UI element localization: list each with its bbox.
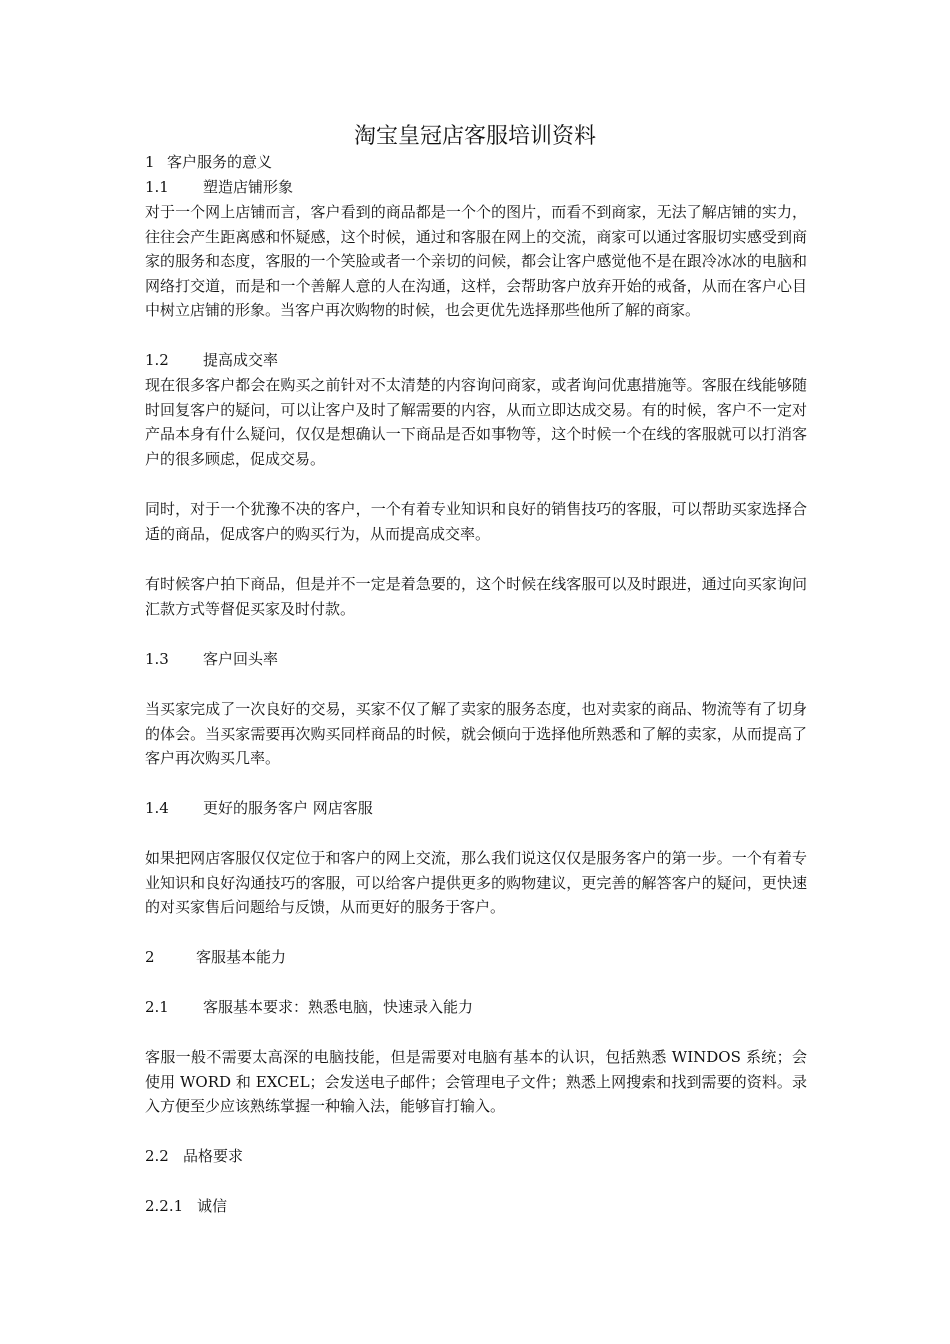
paragraph-5: 当买家完成了一次良好的交易，买家不仅了解了卖家的服务态度，也对卖家的商品、物流等有了切身的体会。当买家需要再次购买同样商品的时候，就会倾向于选择他所熟悉和了解的卖家，从而提高了客户再次购买几率。 <box>145 700 807 768</box>
document-title: 淘宝皇冠店客服培训资料 <box>353 124 596 149</box>
paragraph-7: 客服一般不需要太高深的电脑技能，但是需要对电脑有基本的认识，包括熟悉 WINDOS 系统；会使用 WORD 和 EXCEL；会发送电子邮件；会管理电子文件；熟悉上网搜索和找到需要的资料。录入方便至少应该熟练掌握一种输入法，能够盲打输入。 <box>145 1048 807 1116</box>
heading-2-2 <box>145 1144 243 1168</box>
heading-number: 2.2.1 <box>145 1197 184 1215</box>
heading-text: 提高成交率 <box>203 351 279 369</box>
heading-1-3 <box>145 647 278 671</box>
heading-number: 2 <box>145 948 155 966</box>
heading-2-2-1 <box>145 1194 227 1218</box>
heading-text: 客服基本能力 <box>196 948 287 966</box>
paragraph-6: 如果把网店客服仅仅定位于和客户的网上交流，那么我们说这仅仅是服务客户的第一步。一个有着专业知识和良好沟通技巧的客服，可以给客户提供更多的购物建议，更完善的解答客户的疑问，更快速的对买家售后问题给与反馈，从而更好的服务于客户。 <box>145 849 807 917</box>
heading-number: 1.4 <box>145 799 169 817</box>
heading-text: 客户服务的意义 <box>167 153 273 171</box>
heading-2-1 <box>145 995 473 1019</box>
paragraph-1: 对于一个网上店铺而言，客户看到的商品都是一个个的图片，而看不到商家，无法了解店铺的实力，往往会产生距离感和怀疑感，这个时候，通过和客服在网上的交流，商家可以通过客服切实感受到商家的服务和态度，客服的一个笑脸或者一个亲切的问候，都会让客户感觉他不是在跟冷冰冰的电脑和网络打交道，而是和一个善解人意的人在沟通，这样，会帮助客户放弃开始的戒备，从而在客户心目中树立店铺的形象。当客户再次购物的时候，也会更优先选择那些他所了解的商家。 <box>145 203 807 320</box>
heading-number: 1.2 <box>145 351 169 369</box>
heading-text: 客服基本要求：熟悉电脑，快速录入能力 <box>203 998 474 1016</box>
heading-number: 2.2 <box>145 1147 169 1165</box>
heading-text: 诚信 <box>197 1197 228 1215</box>
heading-number: 1.3 <box>145 650 169 668</box>
heading-text: 塑造店铺形象 <box>203 178 294 196</box>
heading-2 <box>145 945 286 969</box>
paragraph-3: 同时，对于一个犹豫不决的客户，一个有着专业知识和良好的销售技巧的客服，可以帮助买家选择合适的商品，促成客户的购买行为，从而提高成交率。 <box>145 500 807 543</box>
heading-1 <box>145 150 272 174</box>
heading-text: 客户回头率 <box>203 650 279 668</box>
heading-1-1 <box>145 175 293 199</box>
heading-number: 2.1 <box>145 998 169 1016</box>
paragraph-4: 有时候客户拍下商品，但是并不一定是着急要的，这个时候在线客服可以及时跟进，通过向买家询问汇款方式等督促买家及时付款。 <box>145 575 807 618</box>
heading-number: 1.1 <box>145 178 169 196</box>
heading-text: 品格要求 <box>183 1147 244 1165</box>
heading-number: 1 <box>145 153 155 171</box>
heading-1-4 <box>145 796 373 820</box>
paragraph-2: 现在很多客户都会在购买之前针对不太清楚的内容询问商家，或者询问优惠措施等。客服在线能够随时回复客户的疑问，可以让客户及时了解需要的内容，从而立即达成交易。有的时候，客户不一定对产品本身有什么疑问，仅仅是想确认一下商品是否如事物等，这个时候一个在线的客服就可以打消客户的很多顾虑，促成交易。 <box>145 376 807 468</box>
heading-1-2 <box>145 348 278 372</box>
heading-text: 更好的服务客户 网店客服 <box>203 799 373 817</box>
